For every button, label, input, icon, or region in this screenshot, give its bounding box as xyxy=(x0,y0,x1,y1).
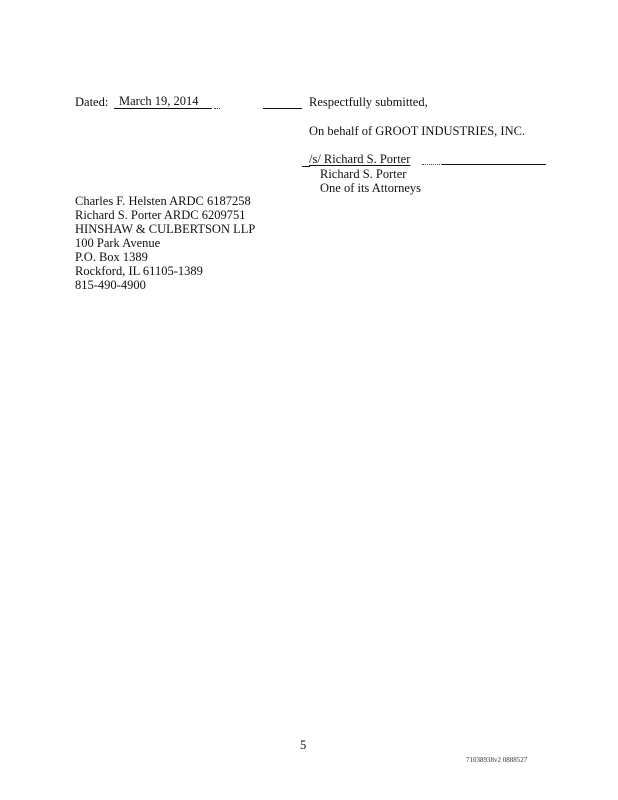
counsel-line: Charles F. Helsten ARDC 6187258 xyxy=(75,194,251,208)
signature-trailing-rule xyxy=(442,164,546,165)
dated-date: March 19, 2014 xyxy=(119,94,199,108)
signature-line: /s/ Richard S. Porter xyxy=(309,152,411,166)
closing-text: Respectfully submitted, xyxy=(309,95,428,109)
document-id: 71038938v2 0888527 xyxy=(466,756,528,764)
counsel-line: P.O. Box 1389 xyxy=(75,250,148,264)
counsel-line: 815-490-4900 xyxy=(75,278,146,292)
signer-name: Richard S. Porter xyxy=(320,167,407,181)
counsel-line: HINSHAW & CULBERTSON LLP xyxy=(75,222,256,236)
signature-leading-rule xyxy=(302,166,310,167)
signer-role: One of its Attorneys xyxy=(320,181,422,195)
dated-label: Dated: xyxy=(75,95,109,109)
submission-leading-line xyxy=(263,108,302,109)
counsel-line: Richard S. Porter ARDC 6209751 xyxy=(75,208,246,222)
counsel-line: Rockford, IL 61105-1389 xyxy=(75,264,203,278)
signature-dotted-rule xyxy=(422,164,442,165)
dated-underline xyxy=(114,108,212,109)
on-behalf-text: On behalf of GROOT INDUSTRIES, INC. xyxy=(309,124,526,138)
page-number: 5 xyxy=(300,738,307,752)
counsel-line: 100 Park Avenue xyxy=(75,236,161,250)
dated-trailing-line xyxy=(214,108,220,109)
